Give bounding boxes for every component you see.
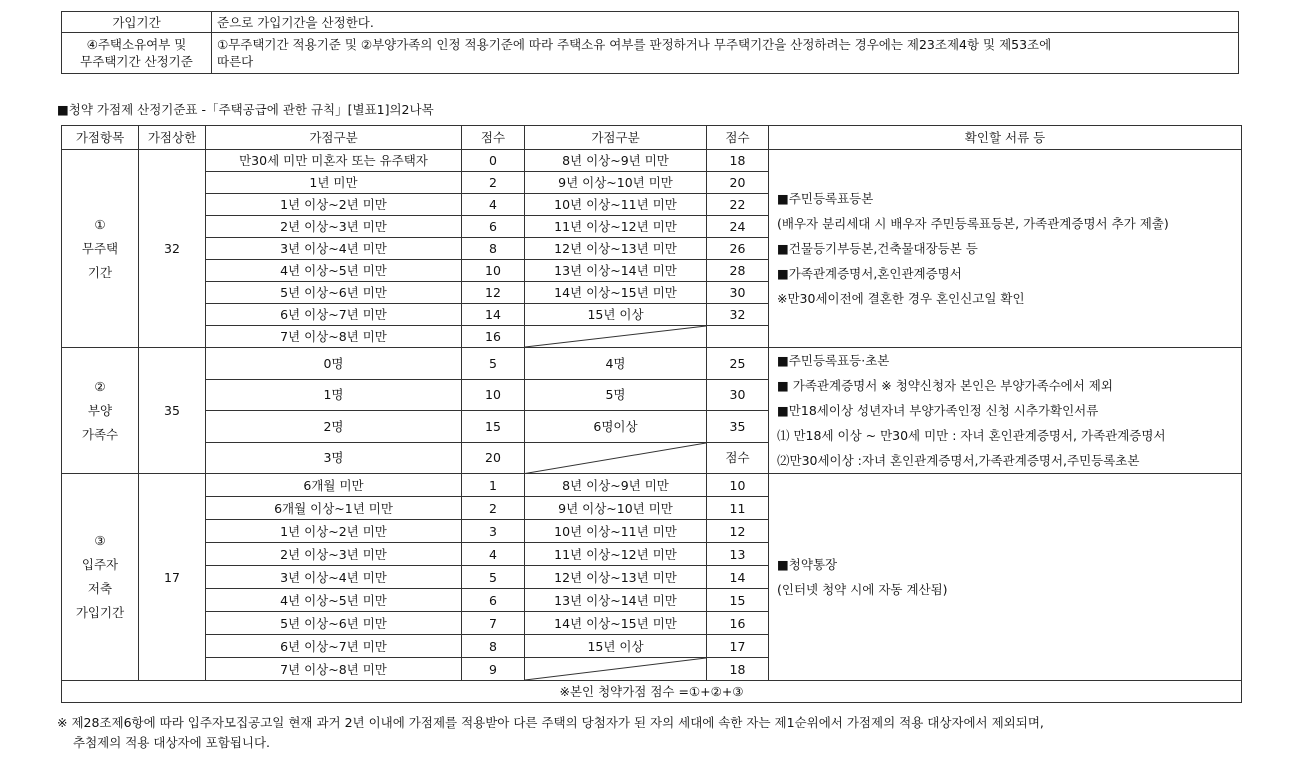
score: 17	[707, 635, 769, 658]
category: 15년 이상	[525, 635, 707, 658]
table-row	[62, 474, 1242, 497]
score: 24	[707, 216, 769, 238]
item-name-line: 부양	[87, 402, 113, 418]
category: 만30세 미만 미혼자 또는 유주택자	[206, 150, 462, 172]
category: 7년 이상~8년 미만	[206, 326, 462, 348]
footnote	[57, 713, 1247, 753]
footnote-line: 추첨제의 적용 대상자에 포함됩니다.	[73, 735, 271, 750]
criteria-text-line: ①무주택기간 적용기준 및 ②부양가족의 인정 적용기준에 따라 주택소유 여부를 판정하거나 무주택기간을 산정하려는 경우에는 제23조제4항 및 제53조에	[217, 37, 1052, 52]
criteria-text: 준으로 가입기간을 산정한다.	[212, 12, 1239, 33]
category: 12년 이상~13년 미만	[525, 566, 707, 589]
score: 15	[462, 411, 525, 443]
criteria-text-line: 따른다	[217, 54, 254, 69]
category: 1년 이상~2년 미만	[206, 194, 462, 216]
item-name-line: ③	[94, 533, 106, 548]
total-formula: ※본인 청약가점 점수 =①+②+③	[62, 681, 1242, 703]
table-row	[62, 33, 1239, 74]
score: 2	[462, 172, 525, 194]
score: 18	[707, 150, 769, 172]
score: 11	[707, 497, 769, 520]
required-documents	[769, 474, 1242, 681]
document-line: ■가족관계증명서,혼인관계증명서	[777, 266, 962, 281]
category: 6년 이상~7년 미만	[206, 304, 462, 326]
score: 2	[462, 497, 525, 520]
category: 9년 이상~10년 미만	[525, 497, 707, 520]
score: 8	[462, 635, 525, 658]
score: 10	[462, 260, 525, 282]
item-name-line: ①	[94, 216, 106, 232]
document-line: ⑴ 만18세 이상 ~ 만30세 미만 : 자녀 혼인관계증명서, 가족관계증명서	[777, 428, 1166, 443]
col-header: 가점구분	[206, 126, 462, 150]
document-line: (인터넷 청약 시에 자동 계산됨)	[777, 582, 948, 597]
table-row	[62, 150, 1242, 172]
score: 15	[707, 589, 769, 612]
empty-category	[525, 442, 707, 474]
score: 26	[707, 238, 769, 260]
header-row	[62, 126, 1242, 150]
max-score: 35	[139, 348, 206, 474]
footnote-line: ※ 제28조제6항에 따라 입주자모집공고일 현재 과거 2년 이내에 가점제를 적용받아 다른 주택의 당첨자가 된 자의 세대에 속한 자는 제1순위에서 가점제의 적용 대상자에서 제외되며,	[57, 715, 1044, 730]
col-header: 가점구분	[525, 126, 707, 150]
score: 14	[462, 304, 525, 326]
score: 4	[462, 194, 525, 216]
table-row	[62, 348, 1242, 380]
score: 9	[462, 658, 525, 681]
category: 6년 이상~7년 미만	[206, 635, 462, 658]
table-caption: ■청약 가점제 산정기준표 -「주택공급에 관한 규칙」[별표1]의2나목	[57, 102, 434, 117]
category: 6개월 이상~1년 미만	[206, 497, 462, 520]
col-header: 가점항목	[62, 126, 139, 150]
score: 12	[707, 520, 769, 543]
category: 7년 이상~8년 미만	[206, 658, 462, 681]
max-score: 17	[139, 474, 206, 681]
col-header: 점수	[462, 126, 525, 150]
empty-category	[525, 326, 707, 348]
score: 30	[707, 282, 769, 304]
category: 3년 이상~4년 미만	[206, 238, 462, 260]
category: 11년 이상~12년 미만	[525, 216, 707, 238]
item-name-line: 저축	[87, 581, 113, 596]
category: 10년 이상~11년 미만	[525, 194, 707, 216]
score: 30	[707, 379, 769, 411]
document-line: ■ 가족관계증명서 ※ 청약신청자 본인은 부양가족수에서 제외	[777, 378, 1113, 393]
category: 4년 이상~5년 미만	[206, 260, 462, 282]
required-documents	[769, 348, 1242, 474]
item-name	[62, 150, 139, 348]
category: 13년 이상~14년 미만	[525, 260, 707, 282]
category: 10년 이상~11년 미만	[525, 520, 707, 543]
empty-score	[707, 326, 769, 348]
category: 14년 이상~15년 미만	[525, 282, 707, 304]
score: 6	[462, 589, 525, 612]
empty-category	[525, 658, 707, 681]
category: 12년 이상~13년 미만	[525, 238, 707, 260]
category: 6개월 미만	[206, 474, 462, 497]
category: 13년 이상~14년 미만	[525, 589, 707, 612]
item-name-line: 기간	[87, 264, 113, 280]
score: 5	[462, 566, 525, 589]
criteria-label: 가입기간	[62, 12, 212, 33]
col-header: 점수	[707, 126, 769, 150]
item-name-line: 가입기간	[75, 605, 125, 620]
score: 4	[462, 543, 525, 566]
max-score: 32	[139, 150, 206, 348]
score: 6	[462, 216, 525, 238]
document-line: ※만30세이전에 결혼한 경우 혼인신고일 확인	[777, 291, 1025, 306]
item-name	[62, 348, 139, 474]
score: 점수	[707, 442, 769, 474]
score: 0	[462, 150, 525, 172]
col-header: 확인할 서류 등	[769, 126, 1242, 150]
score: 12	[462, 282, 525, 304]
item-name	[62, 474, 139, 681]
score: 10	[462, 379, 525, 411]
total-row	[62, 681, 1242, 703]
category: 9년 이상~10년 미만	[525, 172, 707, 194]
category: 5년 이상~6년 미만	[206, 282, 462, 304]
category: 3년 이상~4년 미만	[206, 566, 462, 589]
required-documents	[769, 150, 1242, 348]
criteria-text	[212, 33, 1239, 74]
document-line: (배우자 분리세대 시 배우자 주민등록표등본, 가족관계증명서 추가 제출)	[777, 216, 1169, 231]
category: 3명	[206, 442, 462, 474]
criteria-label-line: 무주택기간 산정기준	[80, 54, 193, 69]
score: 1	[462, 474, 525, 497]
score: 25	[707, 348, 769, 380]
item-name-line: 입주자	[81, 557, 119, 572]
category: 1명	[206, 379, 462, 411]
category: 2명	[206, 411, 462, 443]
category: 11년 이상~12년 미만	[525, 543, 707, 566]
category: 0명	[206, 348, 462, 380]
score: 20	[707, 172, 769, 194]
score: 16	[462, 326, 525, 348]
diagonal-slash	[525, 326, 706, 347]
document-line: ■청약통장	[777, 557, 838, 572]
score: 32	[707, 304, 769, 326]
category: 1년 이상~2년 미만	[206, 520, 462, 543]
document-line: ■주민등록표등·초본	[777, 353, 890, 368]
diagonal-slash	[525, 443, 706, 474]
score: 20	[462, 442, 525, 474]
score: 10	[707, 474, 769, 497]
score: 13	[707, 543, 769, 566]
category: 2년 이상~3년 미만	[206, 543, 462, 566]
criteria-label	[62, 33, 212, 74]
category: 4명	[525, 348, 707, 380]
score: 28	[707, 260, 769, 282]
diagonal-slash	[525, 658, 706, 680]
table-row	[62, 12, 1239, 33]
document-line: ⑵만30세이상 :자녀 혼인관계증명서,가족관계증명서,주민등록초본	[777, 453, 1140, 468]
category: 8년 이상~9년 미만	[525, 474, 707, 497]
item-name-line: 가족수	[81, 426, 119, 442]
category: 5년 이상~6년 미만	[206, 612, 462, 635]
score: 8	[462, 238, 525, 260]
category: 4년 이상~5년 미만	[206, 589, 462, 612]
score: 14	[707, 566, 769, 589]
category: 1년 미만	[206, 172, 462, 194]
col-header: 가점상한	[139, 126, 206, 150]
category: 8년 이상~9년 미만	[525, 150, 707, 172]
score: 7	[462, 612, 525, 635]
document-line: ■만18세이상 성년자녀 부양가족인정 신청 시추가확인서류	[777, 403, 1099, 418]
criteria-label-line: ④주택소유여부 및	[86, 37, 187, 52]
category: 2년 이상~3년 미만	[206, 216, 462, 238]
category: 5명	[525, 379, 707, 411]
document-line: ■건물등기부등본,건축물대장등본 등	[777, 241, 978, 256]
document-line: ■주민등록표등본	[777, 191, 874, 206]
category: 14년 이상~15년 미만	[525, 612, 707, 635]
score: 5	[462, 348, 525, 380]
category: 15년 이상	[525, 304, 707, 326]
score-criteria-table	[61, 125, 1242, 703]
top-criteria-table	[61, 11, 1239, 74]
score: 18	[707, 658, 769, 681]
category: 6명이상	[525, 411, 707, 443]
item-name-line: ②	[94, 378, 106, 394]
score: 35	[707, 411, 769, 443]
score: 3	[462, 520, 525, 543]
score: 22	[707, 194, 769, 216]
score: 16	[707, 612, 769, 635]
item-name-line: 무주택	[81, 240, 119, 256]
